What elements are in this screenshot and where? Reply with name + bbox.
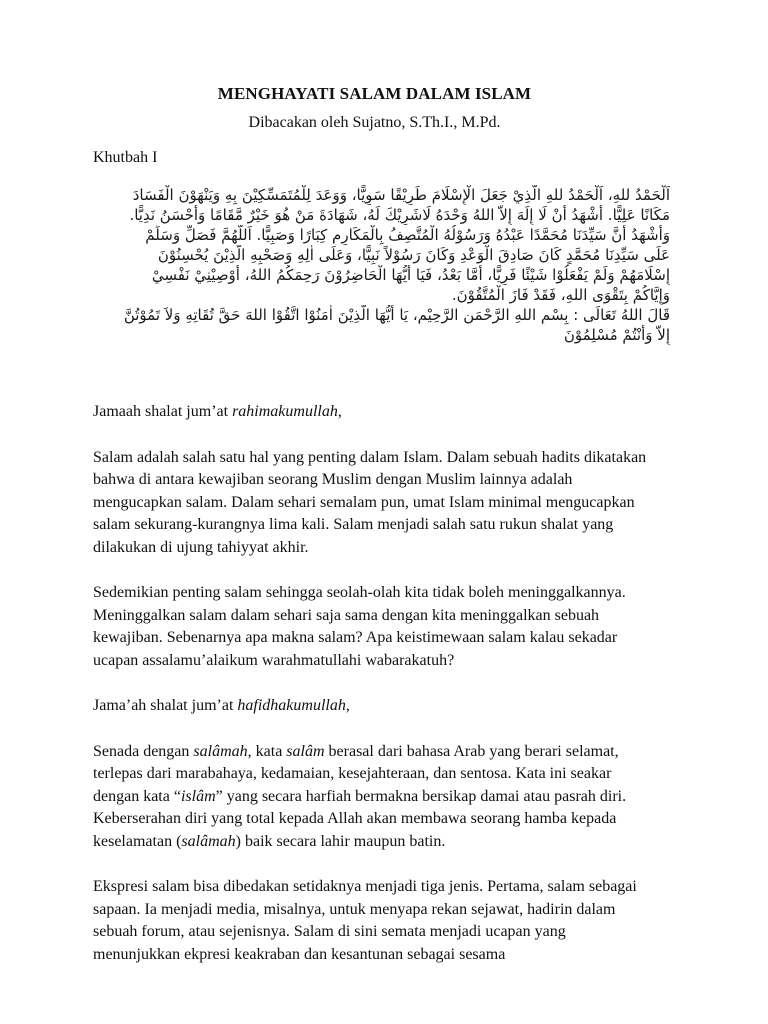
arabic-line: مَكَانًا عَلِيًّا. أَشْهَدُ أَنْ لَا إِلَهَ إِلاَّ اللهُ وَحْدَهُ لَاشَرِيْكَ لَهُ، شَهَادَةَ مَنْ هُوَ خَيْرٌ مَّقَامًا وَأَحْسَنُ نَدِيًّا. bbox=[129, 206, 670, 224]
paragraph-salam-importance: Salam adalah salah satu hal yang penting dalam Islam. Dalam sebuah hadits dikatakan bahwa di antara kewajiban seorang Muslim dengan Muslim lainnya adalah mengucapkan salam. Dalam sehari semalam pun, umat Islam minimal mengucapkan salam sekurang-kurangnya lima kali. Salam menjadi salah satu rukun shalat yang dilakukan di ujung tahiyyat akhir. bbox=[93, 448, 647, 556]
italic-run: salâmah bbox=[181, 832, 236, 850]
greeting-text: Jama’ah shalat jum’at bbox=[93, 697, 238, 714]
arabic-line: إِلاَّ وَأَنْتُمْ مُسْلِمُوْنَ bbox=[563, 326, 670, 344]
greeting-suffix: , bbox=[345, 697, 350, 714]
arabic-line: عَلَى سَيِّدِنَا مُحَمَّدٍ كَانَ صَادِقَ الْوَعْدِ وَكَانَ رَسُوْلاً نَبِيًّا، وَعَلَى اٰلِهِ وَصَحْبِهِ الَّذِيْنَ يُحْسِنُوْنَ bbox=[157, 246, 670, 264]
text-run: Senada dengan bbox=[93, 742, 194, 760]
greeting-italic: rahimakumullah bbox=[232, 403, 338, 420]
document-title: MENGHAYATI SALAM DALAM ISLAM bbox=[217, 84, 532, 103]
greeting-text: Jamaah shalat jum’at bbox=[93, 403, 233, 420]
italic-run: salâmah bbox=[193, 742, 248, 760]
document-subtitle: Dibacakan oleh Sujatno, S.Th.I., M.Pd. bbox=[248, 114, 501, 131]
arabic-opening-text bbox=[79, 185, 670, 345]
italic-run: islâm bbox=[180, 787, 216, 805]
arabic-line: وَأَشْهَدُ أَنَّ سَيِّدَنَا مُحَمَّدًا عَبْدُهُ وَرَسُوْلُهُ الْمُتَّصِفُ بِالْمَكَارِمِ كِبَارًا وَصَبِيًّا. اَللَّهُمَّ فَصَلِّ وَسَلِّمْ bbox=[145, 226, 670, 244]
arabic-line: اَلْحَمْدُ للهِ، اَلْحَمْدُ للهِ الَّذِيْ جَعَلَ الْإِسْلَامَ طَرِيْقًا سَوِيًّا، وَوَعَدَ لِلْمُتَمَسِّكِيْنَ بِهِ وَيَنْهَوْنَ الْفَسَادَ bbox=[132, 186, 670, 204]
arabic-line: قَالَ اللهُ تَعَالَى : بِسْمِ اللهِ الرَّحْمَنِ الرَّحِيْمِ، يَا أَيُّهَا الَّذِيْنَ اٰمَنُوْا اتَّقُوْا اللهَ حَقَّ تُقَاتِهِ وَلاَ تَمُوْتُنَّ bbox=[123, 306, 670, 324]
arabic-line: إِسْلَامَهُمْ وَلَمْ يَفْعَلُوْا شَيْئًا فَرِيًّا، أَمَّا بَعْدُ، فَيَا أَيُّهَا الْحَاضِرُوْنَ رَحِمَكُمُ اللهُ، أُوْصِيْنِيْ نَفْسِيْ bbox=[151, 266, 670, 284]
paragraph-salam-meaning bbox=[93, 741, 656, 854]
greeting-hafidhakumullah bbox=[93, 695, 656, 718]
text-run: , kata bbox=[247, 742, 287, 760]
italic-run: salâm bbox=[286, 742, 325, 760]
arabic-line: وَإِيَّاكُمْ بِتَقْوَى اللهِ، فَقَدْ فَازَ الْمُتَّقُوْنَ. bbox=[451, 286, 670, 304]
paragraph-salam-obligation: Sedemikian penting salam sehingga seolah-olah kita tidak boleh meninggalkannya. Meninggalkan salam dalam sehari saja sama dengan kita meninggalkan sebuah kewajiban. Sebenarnya apa makna salam? Apa keistimewaan salam kalau sekadar ucapan assalamu’alaikum warahmatullahi wabarakatuh? bbox=[93, 584, 626, 669]
greeting-suffix: , bbox=[337, 403, 342, 420]
section-label: Khutbah I bbox=[93, 149, 158, 166]
greeting-rahimakumullah bbox=[93, 401, 656, 424]
paragraph-salam-expressions: Ekspresi salam bisa dibedakan setidaknya menjadi tiga jenis. Pertama, salam sebagai sapaan. Ia menjadi media, misalnya, untuk menyapa rekan sejawat, hadirin dalam sebuah forum, atau sejenisnya. Salam di sini semata menjadi ucapan yang menunjukkan ekpresi keakraban dan kesantunan sebagai sesama bbox=[93, 878, 637, 963]
greeting-italic: hafidhakumullah bbox=[237, 697, 346, 714]
text-run: ” yang secara harfiah bermakna bersikap damai atau pasrah diri. Keberserahan diri yang total kepada Allah akan membawa seorang hamba kepada keselamatan ( bbox=[93, 787, 627, 850]
text-run: ) baik secara lahir maupun batin. bbox=[235, 832, 446, 850]
text-run: berasal dari bahasa Arab yang berari selamat, terlepas dari marabahaya, kedamaian, kesejahteraan, dan sentosa. Kata ini seakar dengan kata “ bbox=[93, 742, 619, 805]
